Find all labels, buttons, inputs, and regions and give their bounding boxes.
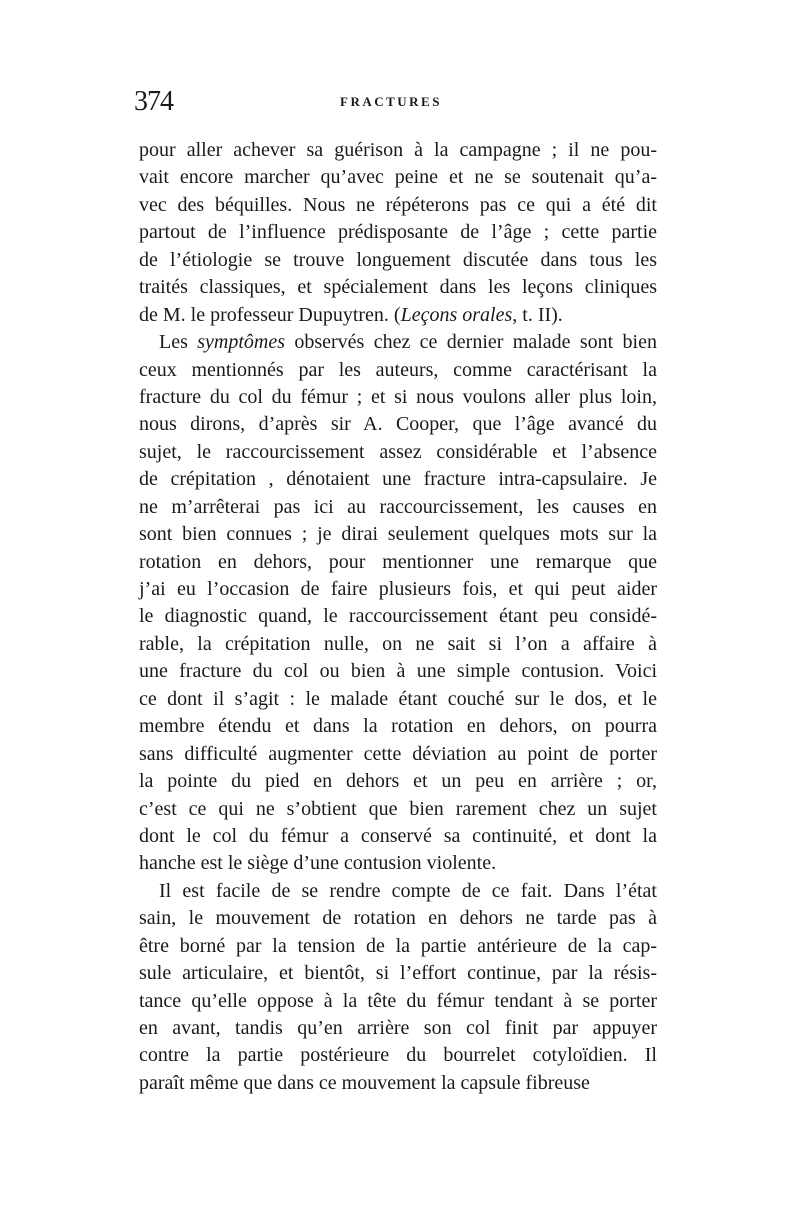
text-span: en avant, tandis qu’en arrière son col finit par appuyer [139,1017,657,1039]
text-line [139,796,657,823]
text-span: rotation en dehors, pour mentionner une remarque que [139,550,657,573]
text-span: paraît même que dans ce mouvement la capsule fibreuse [139,1071,590,1094]
text-line [139,850,657,877]
text-line [139,384,657,411]
text-span: ceux mentionnés par les auteurs, comme caractérisant la [139,358,657,381]
text-line [139,357,657,384]
text-line [139,988,657,1015]
text-span: contre la partie postérieure du bourrelet cotyloïdien. Il [139,1044,657,1067]
text-span: pour aller achever sa guérison à la campagne ; il ne pou- [139,139,657,161]
text-span: , t. II). [512,303,563,326]
text-line [139,521,657,548]
text-span: sule articulaire, et bientôt, si l’effort continue, par la résis- [139,962,657,985]
text-line [139,576,657,603]
text-span: fracture du col du fémur ; et si nous voulons aller plus loin, [139,385,657,408]
text-span: être borné par la tension de la partie antérieure de la cap- [139,934,657,957]
text-line [139,1015,657,1042]
text-span: hanche est le siège d’une contusion violente. [139,852,497,875]
italic-text: Leçons orales [400,303,513,326]
text-line [139,713,657,740]
paragraph [139,329,657,878]
text-line [139,686,657,713]
body-text [139,137,657,1097]
text-span: sont bien connues ; je dirai seulement quelques mots sur la [139,523,657,546]
page-header [134,86,666,120]
text-span: ne m’arrêterai pas ici au raccourcissement, les causes en [139,495,657,518]
text-span: de crépitation , dénotaient une fracture intra-capsulaire. Je [139,468,657,491]
text-span: c’est ce qui ne s’obtient que bien rarement chez un sujet [139,797,657,820]
text-line [139,549,657,576]
text-span: traités classiques, et spécialement dans les leçons cliniques [139,276,657,299]
text-span: partout de l’influence prédisposante de l’âge ; cette partie [139,221,657,244]
text-span: ce dont il s’agit : le malade étant couché sur le dos, et le [139,687,657,710]
text-span: membre étendu et dans la rotation en dehors, on pourra [139,715,657,738]
text-line [139,219,657,246]
text-span: de M. le professeur Dupuytren. ( [139,303,401,326]
running-head: FRACTURES [340,94,442,109]
text-line [139,439,657,466]
text-span: rable, la crépitation nulle, on ne sait si l’on a affaire à [139,632,657,655]
paragraph [139,878,657,1098]
text-line [139,603,657,630]
text-span: j’ai eu l’occasion de faire plusieurs fois, et qui peut aider [139,578,657,600]
page-number: 374 [134,86,173,117]
text-line [139,494,657,521]
text-line [139,1042,657,1069]
text-line [139,741,657,768]
text-line [139,631,657,658]
text-line [139,137,657,164]
text-span: vait encore marcher qu’avec peine et ne se soutenait qu’a- [139,166,657,189]
text-span: dont le col du fémur a conservé sa continuité, et dont la [139,824,657,847]
text-span: sans difficulté augmenter cette déviation au point de porter [139,742,657,765]
text-span: tance qu’elle oppose à la tête du fémur tendant à se porter [139,989,657,1012]
text-line [139,302,657,329]
text-line [139,247,657,274]
text-line [139,329,657,356]
text-line [139,466,657,493]
text-line [139,905,657,932]
text-line [139,933,657,960]
text-line [139,878,657,905]
text-span: Les [159,331,198,354]
italic-text: symptômes [197,331,285,354]
text-line [139,658,657,685]
text-span: nous dirons, d’après sir A. Cooper, que l’âge avancé du [139,413,657,436]
text-line [139,411,657,438]
text-line [139,1070,657,1097]
text-span: sain, le mouvement de rotation en dehors ne tarde pas à [139,907,657,930]
text-line [139,274,657,301]
text-line [139,768,657,795]
text-span: une fracture du col ou bien à une simple contusion. Voici [139,660,657,683]
text-span: observés chez ce dernier malade sont bien [285,331,657,354]
text-span: Il est facile de se rendre compte de ce fait. Dans l’état [159,879,657,902]
text-line [139,164,657,191]
text-span: de l’étiologie se trouve longuement discutée dans tous les [139,248,657,271]
text-line [139,960,657,987]
text-line [139,192,657,219]
text-span: vec des béquilles. Nous ne répéterons pas ce qui a été dit [139,193,657,216]
text-line [139,823,657,850]
text-span: le diagnostic quand, le raccourcissement étant peu considé- [139,605,657,628]
text-span: la pointe du pied en dehors et un peu en arrière ; or, [139,770,657,793]
paragraph [139,137,657,329]
text-span: sujet, le raccourcissement assez considérable et l’absence [139,440,657,463]
